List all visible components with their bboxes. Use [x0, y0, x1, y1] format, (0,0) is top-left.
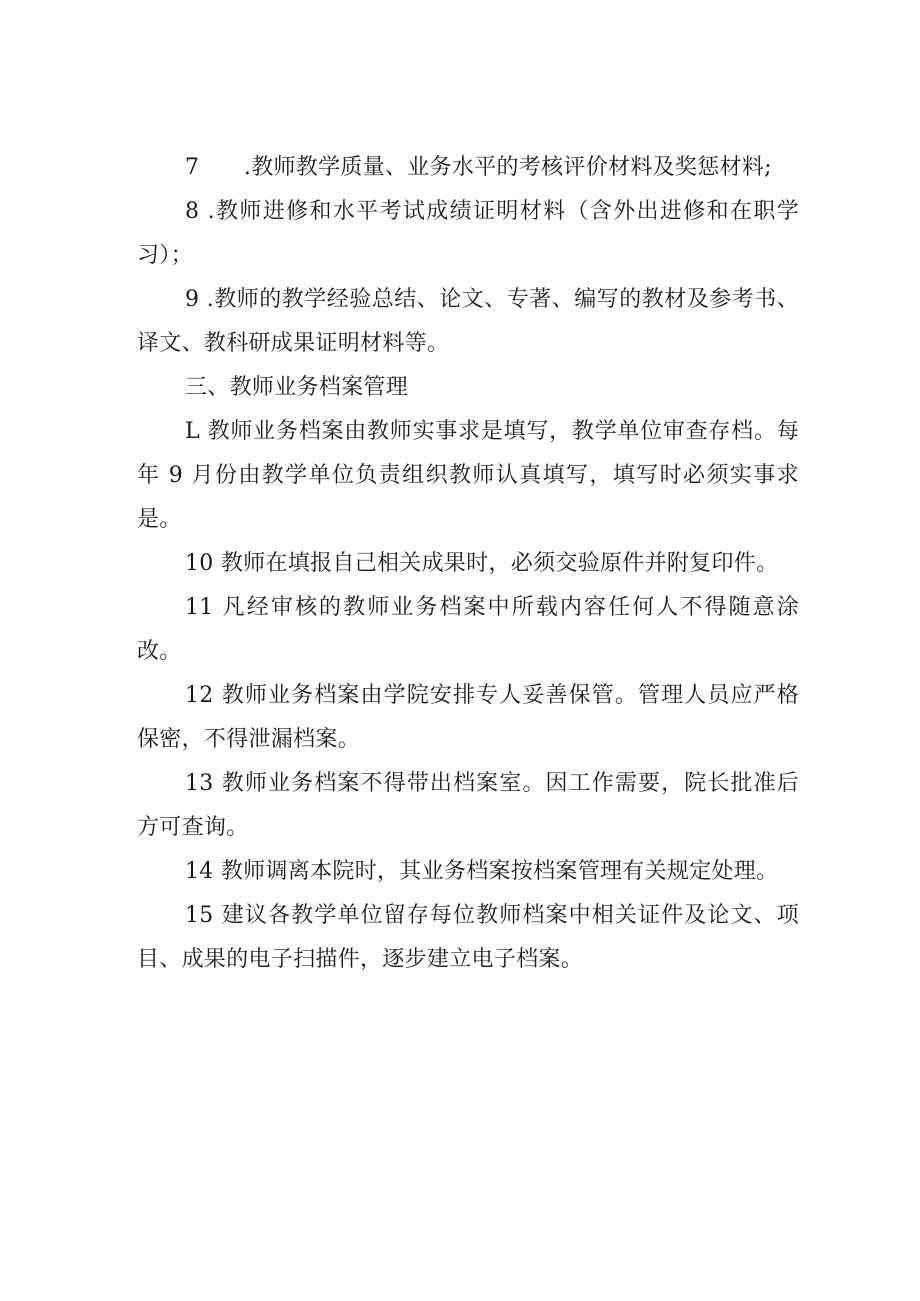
item-15-paragraph: 15 建议各教学单位留存每位教师档案中相关证件及论文、项目、成果的电子扫描件，逐步建立电子档案。 — [137, 903, 799, 972]
item-1-paragraph: L 教师业务档案由教师实事求是填写，教学单位审查存档。每年 9 月份由教学单位负责组织教师认真填写，填写时必须实事求是。 — [137, 419, 799, 532]
item-8-paragraph: 8 .教师进修和水平考试成绩证明材料（含外出进修和在职学习）； — [137, 199, 799, 268]
document-body — [137, 146, 799, 982]
section-heading-archive-management: 三、教师业务档案管理 — [185, 375, 409, 400]
item-12-paragraph: 12 教师业务档案由学院安排专人妥善保管。管理人员应严格保密，不得泄漏档案。 — [137, 683, 799, 752]
item-7-paragraph: 7 .教师教学质量、业务水平的考核评价材料及奖惩材料; — [185, 155, 772, 180]
item-11-paragraph: 11 凡经审核的教师业务档案中所载内容任何人不得随意涂改。 — [137, 595, 799, 664]
item-10-paragraph: 10 教师在填报自己相关成果时，必须交验原件并附复印件。 — [185, 551, 779, 576]
item-13-paragraph: 13 教师业务档案不得带出档案室。因工作需要，院长批准后方可查询。 — [137, 771, 799, 840]
item-9-paragraph: 9 .教师的教学经验总结、论文、专著、编写的教材及参考书、译文、教科研成果证明材料等。 — [137, 287, 799, 356]
item-14-paragraph: 14 教师调离本院时，其业务档案按档案管理有关规定处理。 — [185, 859, 779, 884]
